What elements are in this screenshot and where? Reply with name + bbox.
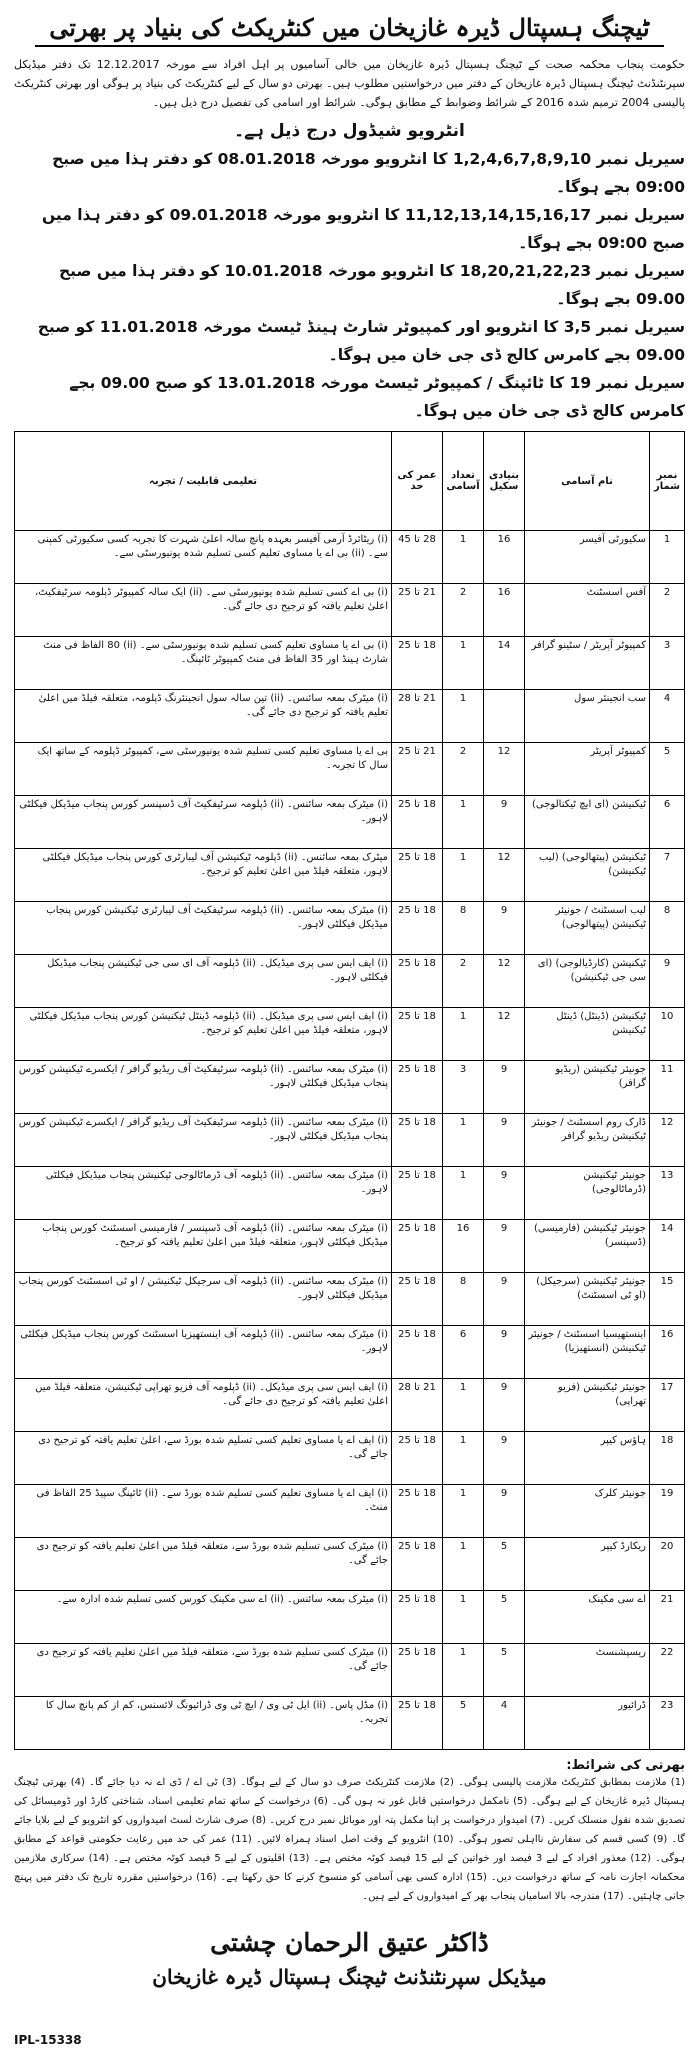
cell-post-name: ڈرائیور: [525, 1697, 650, 1750]
cell-qualification: بی اے یا مساوی تعلیم کسی تسلیم شدہ یونیورسٹی سے، کمپیوٹر ڈپلومہ کے ساتھ ایک سال کا تجربہ۔: [15, 743, 392, 796]
posts-table-header: [15, 432, 685, 531]
cell-age-limit: 18 تا 25: [392, 796, 443, 849]
cell-post-name: جونیئر ٹیکنیشن (سرجیکل) (او ٹی اسسٹنٹ): [525, 1273, 650, 1326]
cell-post-name: جونیئر ٹیکنیشن (فزیو تھراپی): [525, 1379, 650, 1432]
cell-qualification: (i) میٹرک بمعہ سائنس۔ (ii) ڈپلومہ آف ڈسپنسر / فارمیسی اسسٹنٹ کورس پنجاب میڈیکل فیکلٹی لاہور، متعلقہ فیلڈ میں اعلیٰ تعلیم یافتہ کو ترجیح۔: [15, 1220, 392, 1273]
cell-quantity: 16: [443, 1220, 484, 1273]
table-row: [15, 1167, 685, 1220]
cell-quantity: 8: [443, 1273, 484, 1326]
table-row: [15, 902, 685, 955]
cell-quantity: 1: [443, 1167, 484, 1220]
table-row: [15, 1008, 685, 1061]
table-row: [15, 637, 685, 690]
cell-post-name: اینستھیسیا اسسٹنٹ / جونیئر ٹیکنیشن (انستھیزیا): [525, 1326, 650, 1379]
cell-scale: 9: [484, 1485, 525, 1538]
header-qualification: تعلیمی قابلیت / تجربہ: [15, 432, 392, 531]
table-row: [15, 955, 685, 1008]
cell-qualification: (i) میٹرک بمعہ سائنس۔ (ii) ڈپلومہ آف ڈرماٹالوجی ٹیکنیشن پنجاب میڈیکل فیکلٹی لاہور۔: [15, 1167, 392, 1220]
cell-serial: 13: [650, 1167, 685, 1220]
cell-scale: 9: [484, 1432, 525, 1485]
cell-serial: 16: [650, 1326, 685, 1379]
cell-qualification: (i) میٹرک کسی تسلیم شدہ بورڈ سے، متعلقہ فیلڈ میں اعلیٰ تعلیم یافتہ کو ترجیح دی جائے گی۔: [15, 1538, 392, 1591]
cell-quantity: 2: [443, 955, 484, 1008]
cell-scale: 9: [484, 902, 525, 955]
cell-post-name: ریسپشنسٹ: [525, 1644, 650, 1697]
cell-serial: 18: [650, 1432, 685, 1485]
cell-age-limit: 18 تا 25: [392, 849, 443, 902]
cell-post-name: ٹیکنیشن (کارڈیالوجی) (ای سی جی ٹیکنیشن): [525, 955, 650, 1008]
signature-block: [14, 1928, 685, 1989]
cell-scale: 4: [484, 1697, 525, 1750]
cell-quantity: 2: [443, 584, 484, 637]
cell-qualification: (i) ایف ایس سی پری میڈیکل۔ (ii) ڈپلومہ آف ای سی جی ٹیکنیشن پنجاب میڈیکل فیکلٹی لاہور۔: [15, 955, 392, 1008]
cell-age-limit: 18 تا 25: [392, 1273, 443, 1326]
table-row: [15, 1379, 685, 1432]
cell-post-name: جونیئر ٹیکنیشن (ریڈیو گرافر): [525, 1061, 650, 1114]
cell-quantity: 1: [443, 637, 484, 690]
cell-post-name: آفس اسسٹنٹ: [525, 584, 650, 637]
conditions-heading: بھرتی کی شرائط:: [566, 1758, 685, 1773]
cell-scale: 9: [484, 1114, 525, 1167]
signatory-title: میڈیکل سپرنٹنڈنٹ ٹیچنگ ہسپتال ڈیرہ غازیخان: [152, 1965, 547, 1989]
header-post-name: نام آسامی: [525, 432, 650, 531]
table-row: [15, 690, 685, 743]
cell-qualification: (i) میٹرک بمعہ سائنس۔ (ii) ڈپلومہ آف اینستھیزیا اسسٹنٹ کورس پنجاب میڈیکل فیکلٹی لاہور۔: [15, 1326, 392, 1379]
cell-serial: 6: [650, 796, 685, 849]
cell-post-name: لیب اسسٹنٹ / جونیئر ٹیکنیشن (پیتھالوجی): [525, 902, 650, 955]
cell-scale: 5: [484, 1644, 525, 1697]
cell-qualification: (i) ایف اے یا مساوی تعلیم کسی تسلیم شدہ بورڈ سے، اعلیٰ تعلیم یافتہ کو ترجیح دی جائے گی۔: [15, 1432, 392, 1485]
table-row: [15, 796, 685, 849]
cell-serial: 20: [650, 1538, 685, 1591]
cell-age-limit: 18 تا 25: [392, 1432, 443, 1485]
cell-age-limit: 18 تا 25: [392, 902, 443, 955]
cell-age-limit: 18 تا 25: [392, 1008, 443, 1061]
cell-age-limit: 18 تا 25: [392, 1167, 443, 1220]
cell-qualification: (i) میٹرک بمعہ سائنس۔ (ii) ڈپلومہ سرٹیفکیٹ آف ریڈیو گرافر / ایکسرے ٹیکنیشن کورس پنجاب میڈیکل فیکلٹی لاہور۔: [15, 1114, 392, 1167]
cell-qualification: (i) میٹرک بمعہ سائنس۔ (ii) ڈپلومہ سرٹیفکیٹ آف لیبارٹری ٹیکنیشن کورس پنجاب میڈیکل فیکلٹی لاہور۔: [15, 902, 392, 955]
cell-serial: 9: [650, 955, 685, 1008]
cell-qualification: (i) بی اے یا مساوی تعلیم کسی تسلیم شدہ یونیورسٹی سے۔ (ii) 80 الفاظ فی منٹ شارٹ ہینڈ اور 35 الفاظ فی منٹ کمپیوٹر ٹائپنگ۔: [15, 637, 392, 690]
cell-age-limit: 18 تا 25: [392, 1220, 443, 1273]
schedule-line: سیریل نمبر 18,20,21,22,23 کا انٹرویو مورخہ 10.01.2018 کو دفتر ہذا میں صبح 09.00 بجے ہوگا۔: [59, 262, 685, 308]
cell-post-name: سب انجینئر سول: [525, 690, 650, 743]
header-quantity: تعداد آسامی: [443, 432, 484, 531]
cell-serial: 8: [650, 902, 685, 955]
cell-serial: 19: [650, 1485, 685, 1538]
cell-scale: 12: [484, 743, 525, 796]
cell-qualification: (i) میٹرک بمعہ سائنس۔ (ii) تین سالہ سول انجینئرنگ ڈپلومہ، متعلقہ فیلڈ میں اعلیٰ تعلیم یافتہ کو ترجیح دی جائے گی۔: [15, 690, 392, 743]
cell-post-name: ہاؤس کیپر: [525, 1432, 650, 1485]
cell-post-name: ٹیکنیشن (ڈینٹل) ڈینٹل ٹیکنیشن: [525, 1008, 650, 1061]
schedule-line: سیریل نمبر 19 کا ٹائپنگ / کمپیوٹر ٹیسٹ مورخہ 13.01.2018 کو صبح 09.00 بجے کامرس کالج ڈی جی خان میں ہوگا۔: [69, 374, 685, 420]
cell-age-limit: 18 تا 25: [392, 1326, 443, 1379]
cell-post-name: ڈارک روم اسسٹنٹ / جونیئر ٹیکنیشن ریڈیو گرافر: [525, 1114, 650, 1167]
cell-scale: 9: [484, 1326, 525, 1379]
cell-quantity: 1: [443, 1538, 484, 1591]
cell-quantity: 1: [443, 1008, 484, 1061]
cell-serial: 2: [650, 584, 685, 637]
cell-quantity: 1: [443, 1432, 484, 1485]
signatory-name: ڈاکٹر عتیق الرحمان چشتی: [210, 1928, 489, 1957]
table-row: [15, 1220, 685, 1273]
cell-age-limit: 21 تا 25: [392, 584, 443, 637]
cell-quantity: 8: [443, 902, 484, 955]
table-row: [15, 1114, 685, 1167]
cell-qualification: (i) ایف ایس سی پری میڈیکل۔ (ii) ڈپلومہ آف فزیو تھراپی ٹیکنیشن، متعلقہ فیلڈ میں اعلیٰ تعلیم یافتہ کو ترجیح دی جائے گی۔: [15, 1379, 392, 1432]
header-serial: نمبر شمار: [650, 432, 685, 531]
cell-serial: 4: [650, 690, 685, 743]
cell-scale: [484, 690, 525, 743]
cell-scale: 5: [484, 1538, 525, 1591]
schedule-line: سیریل نمبر 11,12,13,14,15,16,17 کا انٹرویو مورخہ 09.01.2018 کو دفتر ہذا میں صبح 09:00 بجے ہوگا۔: [41, 206, 685, 252]
cell-post-name: ٹیکنیشن (پیتھالوجی) (لیب ٹیکنیشن): [525, 849, 650, 902]
cell-scale: 9: [484, 1220, 525, 1273]
cell-scale: 9: [484, 1379, 525, 1432]
cell-serial: 11: [650, 1061, 685, 1114]
cell-qualification: (i) بی اے کسی تسلیم شدہ یونیورسٹی سے۔ (ii) ایک سالہ کمپیوٹر ڈپلومہ سرٹیفکیٹ، اعلیٰ تعلیم یافتہ کو ترجیح دی جائے گی۔: [15, 584, 392, 637]
cell-serial: 5: [650, 743, 685, 796]
cell-qualification: (i) میٹرک کسی تسلیم شدہ بورڈ سے، متعلقہ فیلڈ میں اعلیٰ تعلیم یافتہ کو ترجیح دی جائے گی۔: [15, 1644, 392, 1697]
cell-quantity: 2: [443, 743, 484, 796]
cell-serial: 7: [650, 849, 685, 902]
cell-serial: 17: [650, 1379, 685, 1432]
cell-quantity: 1: [443, 1114, 484, 1167]
cell-scale: 5: [484, 1591, 525, 1644]
cell-quantity: 1: [443, 1485, 484, 1538]
cell-age-limit: 21 تا 25: [392, 743, 443, 796]
cell-scale: 9: [484, 796, 525, 849]
cell-serial: 22: [650, 1644, 685, 1697]
cell-scale: 16: [484, 584, 525, 637]
cell-scale: 12: [484, 1008, 525, 1061]
table-row: [15, 584, 685, 637]
cell-age-limit: 18 تا 25: [392, 1114, 443, 1167]
cell-qualification: (i) میٹرک بمعہ سائنس۔ (ii) ڈپلومہ سرٹیفکیٹ آف ڈسپنسر کورس پنجاب میڈیکل فیکلٹی لاہور۔: [15, 796, 392, 849]
cell-serial: 15: [650, 1273, 685, 1326]
table-row: [15, 1273, 685, 1326]
table-row: [15, 1061, 685, 1114]
cell-quantity: 1: [443, 690, 484, 743]
cell-scale: 9: [484, 1061, 525, 1114]
conditions-text: (1) ملازمت بمطابق کنٹریکٹ ملازمت پالیسی ہوگی۔ (2) ملازمت کنٹریکٹ صرف دو سال کے لیے ہوگا۔ (3) ٹی اے / ڈی اے نہ دیا جائے گا۔ (4) بھرتی ٹیچنگ ہسپتال ڈیرہ غازیخان کے لیے ہوگی۔ (5) نامکمل درخواستیں قابل غور نہ ہوں گی۔ (6) درخواست کے ساتھ تمام تعلیمی اسناد، شناختی کارڈ اور ڈومیسائل کی تصدیق شدہ نقول منسلک کریں۔ (7) امیدوار درخواست پر اپنا مکمل پتہ اور موبائل نمبر درج کریں۔ (8) صرف شارٹ لسٹ امیدواروں کو انٹرویو کے لیے بلایا جائے گا۔ (9) کسی قسم کی سفارش نااہلی تصور ہوگی۔ (10) انٹرویو کے وقت اصل اسناد ہمراہ لائیں۔ (11) عمر کی حد میں رعایت حکومتی قواعد کے مطابق ہوگی۔ (12) معذور افراد کے لیے 3 فیصد اور خواتین کے لیے 15 فیصد کوٹہ مختص ہے۔ (13) اقلیتوں کے لیے 5 فیصد کوٹہ مختص ہے۔ (14) سرکاری ملازمین محکمانہ اجازت نامہ کے ساتھ درخواست دیں۔ (15) ادارہ کسی بھی آسامی کو منسوخ کرنے کا حق رکھتا ہے۔ (16) درخواستیں مقررہ تاریخ تک دفتر میں پہنچ جانی چاہئیں۔ (17) مندرجہ بالا اسامیاں پنجاب بھر کے امیدواروں کے لیے ہیں۔: [14, 1777, 686, 1902]
advertisement-title: [14, 10, 685, 47]
cell-post-name: ریکارڈ کیپر: [525, 1538, 650, 1591]
cell-serial: 10: [650, 1008, 685, 1061]
cell-post-name: جونیئر کلرک: [525, 1485, 650, 1538]
header-scale: بنیادی سکیل: [484, 432, 525, 531]
cell-age-limit: 18 تا 25: [392, 1485, 443, 1538]
cell-quantity: 6: [443, 1326, 484, 1379]
cell-post-name: کمپیوٹر آپریٹر: [525, 743, 650, 796]
header-age-limit: عمر کی حد: [392, 432, 443, 531]
cell-scale: 16: [484, 531, 525, 584]
cell-qualification: (i) ریٹائرڈ آرمی آفیسر بعہدہ پانچ سالہ اعلیٰ شہرت کا تجربہ کسی سکیورٹی کمپنی سے۔ (ii) بی اے یا مساوی تعلیم کسی تسلیم شدہ یونیورسٹی سے۔: [15, 531, 392, 584]
cell-age-limit: 18 تا 25: [392, 637, 443, 690]
cell-serial: 14: [650, 1220, 685, 1273]
cell-quantity: 1: [443, 1379, 484, 1432]
cell-age-limit: 18 تا 25: [392, 1061, 443, 1114]
cell-post-name: جونیئر ٹیکنیشن (ڈرماٹالوجی): [525, 1167, 650, 1220]
cell-post-name: جونیئر ٹیکنیشن (فارمیسی) (ڈسپنسر): [525, 1220, 650, 1273]
cell-post-name: کمپیوٹر آپریٹر / سٹینو گرافر: [525, 637, 650, 690]
cell-qualification: (i) میٹرک بمعہ سائنس۔ (ii) ڈپلومہ سرٹیفکیٹ آف ریڈیو گرافر / ایکسرے ٹیکنیشن کورس پنجاب میڈیکل فیکلٹی لاہور۔: [15, 1061, 392, 1114]
cell-age-limit: 28 تا 45: [392, 531, 443, 584]
cell-age-limit: 21 تا 28: [392, 690, 443, 743]
cell-qualification: میٹرک بمعہ سائنس۔ (ii) ڈپلومہ ٹیکنیشن آف لیبارٹری کورس پنجاب میڈیکل فیکلٹی لاہور، متعلقہ فیلڈ میں اعلیٰ تعلیم کو ترجیح۔: [15, 849, 392, 902]
cell-scale: 14: [484, 637, 525, 690]
cell-quantity: 1: [443, 531, 484, 584]
cell-qualification: (i) مڈل پاس۔ (ii) ایل ٹی وی / ایچ ٹی وی ڈرائیونگ لائسنس، کم از کم پانچ سال کا تجربہ۔: [15, 1697, 392, 1750]
table-row: [15, 1485, 685, 1538]
posts-table: [14, 431, 685, 1750]
cell-qualification: (i) میٹرک بمعہ سائنس۔ (ii) اے سی مکینک کورس کسی تسلیم شدہ ادارہ سے۔: [15, 1591, 392, 1644]
cell-serial: 1: [650, 531, 685, 584]
table-row: [15, 849, 685, 902]
cell-age-limit: 18 تا 25: [392, 1697, 443, 1750]
table-row: [15, 1644, 685, 1697]
cell-scale: 9: [484, 1273, 525, 1326]
cell-qualification: (i) میٹرک بمعہ سائنس۔ (ii) ڈپلومہ آف سرجیکل ٹیکنیشن / او ٹی اسسٹنٹ کورس پنجاب میڈیکل فیکلٹی لاہور۔: [15, 1273, 392, 1326]
cell-post-name: سکیورٹی آفیسر: [525, 531, 650, 584]
table-row: [15, 1538, 685, 1591]
table-row: [15, 1697, 685, 1750]
cell-post-name: اے سی مکینک: [525, 1591, 650, 1644]
cell-quantity: 1: [443, 796, 484, 849]
title-text: ٹیچنگ ہسپتال ڈیرہ غازیخان میں کنٹریکٹ کی بنیاد پر بھرتی: [35, 10, 663, 47]
intro-paragraph: حکومت پنجاب محکمہ صحت کے ٹیچنگ ہسپتال ڈیرہ غازیخان میں خالی آسامیوں پر اہل افراد سے مورخہ 12.12.2017 تک دفتر میڈیکل سپرنٹنڈنٹ ٹیچنگ ہسپتال ڈیرہ غازیخان کے دفتر میں درخواستیں مطلوب ہیں۔ بھرتی دو سال کے لیے کنٹریکٹ کی بنیاد پر ہوگی اور بھرتی کنٹریکٹ پالیسی 2004 ترمیم شدہ 2016 کے شرائط وضوابط کے مطابق ہوگی۔ شرائط اور اسامی کی تفصیل درج ذیل ہیں۔: [14, 58, 685, 109]
header-row: [15, 432, 685, 531]
cell-post-name: ٹیکنیشن (ای ایچ ٹیکنالوجی): [525, 796, 650, 849]
cell-age-limit: 18 تا 25: [392, 1538, 443, 1591]
cell-scale: 12: [484, 849, 525, 902]
cell-scale: 12: [484, 955, 525, 1008]
table-row: [15, 1326, 685, 1379]
cell-quantity: 5: [443, 1697, 484, 1750]
cell-age-limit: 18 تا 25: [392, 1591, 443, 1644]
table-row: [15, 1432, 685, 1485]
cell-quantity: 1: [443, 1644, 484, 1697]
cell-serial: 3: [650, 637, 685, 690]
table-row: [15, 531, 685, 584]
posts-table-body: [15, 531, 685, 1750]
cell-serial: 23: [650, 1697, 685, 1750]
table-row: [15, 743, 685, 796]
cell-qualification: (i) ایف ایس سی پری میڈیکل۔ (ii) ڈپلومہ ڈینٹل ٹیکنیشن کورس پنجاب میڈیکل فیکلٹی لاہور، متعلقہ فیلڈ میں اعلیٰ تعلیم کو ترجیح۔: [15, 1008, 392, 1061]
schedule-line: سیریل نمبر 3,5 کا انٹرویو اور کمپیوٹر شارٹ ہینڈ ٹیسٹ مورخہ 11.01.2018 کو صبح 09.00 بجے کامرس کالج ڈی جی خان میں ہوگا۔: [37, 318, 685, 364]
cell-serial: 21: [650, 1591, 685, 1644]
cell-age-limit: 18 تا 25: [392, 1644, 443, 1697]
cell-scale: 9: [484, 1167, 525, 1220]
ipl-number: IPL-15338: [14, 2033, 82, 2047]
cell-quantity: 1: [443, 1591, 484, 1644]
cell-age-limit: 21 تا 28: [392, 1379, 443, 1432]
cell-quantity: 3: [443, 1061, 484, 1114]
table-row: [15, 1591, 685, 1644]
cell-age-limit: 18 تا 25: [392, 955, 443, 1008]
cell-qualification: (i) ایف اے یا مساوی تعلیم کسی تسلیم شدہ بورڈ سے۔ (ii) ٹائپنگ سپیڈ 25 الفاظ فی منٹ۔: [15, 1485, 392, 1538]
cell-serial: 12: [650, 1114, 685, 1167]
schedule-heading: انٹرویو شیڈول درج ذیل ہے۔: [234, 121, 465, 141]
schedule-line: سیریل نمبر 1,2,4,6,7,8,9,10 کا انٹرویو مورخہ 08.01.2018 کو دفتر ہذا میں صبح 09:00 بجے ہوگا۔: [52, 150, 685, 196]
cell-quantity: 1: [443, 849, 484, 902]
